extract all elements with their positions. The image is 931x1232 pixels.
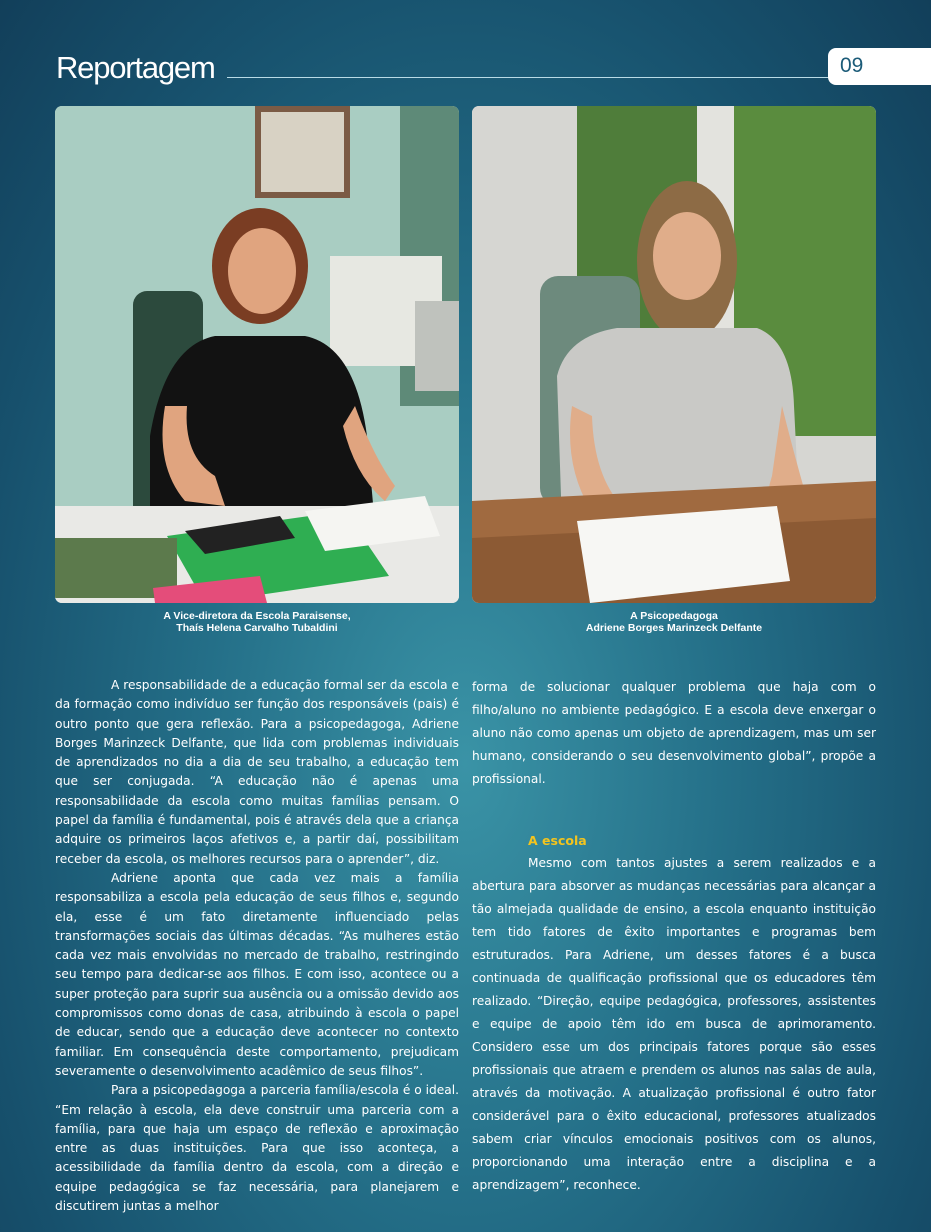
- article-paragraph: Adriene aponta que cada vez mais a família responsabiliza a escola pela educação de seus filhos e, segundo ela, esse é um fato diretamente influenciado pelas transformações sociais das últimas décadas. “As mulheres estão cada vez mais envolvidas no mercado de trabalho, restringindo seu tempo para dedicar-se aos filhos. E com isso, acontece ou a super proteção para suprir sua ausência ou a omissão devido aos compromissos como donas de casa, atribuindo à escola o papel de educar, sendo que a educação deve acontecer no contexto familiar. Em consequência deste comportamento, prejudicam severamente o desenvolvimento acadêmico de seus filhos”.: [55, 870, 459, 1078]
- page-number: 09: [840, 54, 864, 77]
- page-number-tab: [828, 48, 931, 85]
- article-paragraph: A responsabilidade de a educação formal ser da escola e da formação como indivíduo ser função dos responsáveis (pais) é outro ponto que gera reflexão. Para a psicopedagoga, Adriene Borges Marinzeck Delfante, que lida com problemas individuais de aprendizados no dia a dia de seu trabalho, a educação tem que ser conjugada. “A educação não é apenas uma responsabilidade da escola como muitas famílias pensam. O papel da família é fundamental, pois é através dela que a criança adquire os primeiros laços afetivos e, a partir daí, possibilitam receber da escola, os melhores recursos para o aprender”, diz.: [55, 678, 460, 866]
- caption-line: A Psicopedagoga: [630, 610, 718, 622]
- photo-vice-director: [55, 106, 459, 603]
- header-rule: [227, 77, 833, 78]
- article-column-right: [472, 676, 876, 1197]
- section-title: Reportagem: [56, 50, 215, 85]
- caption-line: A Vice-diretora da Escola Paraisense,: [163, 610, 351, 622]
- article-paragraph: Mesmo com tantos ajustes a serem realizados e a abertura para absorver as mudanças necessárias para alcançar a tão almejada qualidade de ensino, a escola enquanto instituição tem tido fatores de êxito importantes e programas bem estruturados. Para Adriene, um desses fatores é a busca continuada de qualificação profissional que os educadores têm realizado. “Direção, equipe pedagógica, professores, assistentes e equipe de apoio têm ido em busca de aprimoramento. Considero esse um dos principais fatores porque são esses profissionais que atraem e prendem os alunos nas salas de aula, através da motivação. A atualização profissional é outro fator considerável para o êxito educacional, professores atualizados sabem criar vínculos emocionais positivos com os alunos, proporcionando uma interação entre a disciplina e a aprendizagem”, reconhece.: [472, 856, 876, 1192]
- photo-caption-psychopedagogue: [472, 610, 876, 634]
- caption-line: Adriene Borges Marinzeck Delfante: [585, 622, 763, 634]
- article-column-left: [55, 676, 459, 1216]
- article-paragraph: forma de solucionar qualquer problema que haja com o filho/aluno no ambiente pedagógico. E a escola deve enxergar o aluno não como apenas um objeto de aprendizagem, mas um ser humano, considerando o seu desenvolvimento global”, propõe a profissional.: [472, 680, 876, 786]
- subheading-a-escola: A escola: [528, 833, 587, 848]
- photo-caption-vice-director: [55, 610, 459, 634]
- article-paragraph: Para a psicopedagoga a parceria família/escola é o ideal. “Em relação à escola, ela deve construir uma parceria com a família, para que haja um espaço de reflexão e aproximação entre as duas instituições. Para que isso aconteça, a acessibilidade da família dentro da escola, com a direção e equipe pedagógica se faz necessária, para planejarem e discutirem juntas a melhor: [55, 1083, 459, 1214]
- photo-psychopedagogue: [472, 106, 876, 603]
- caption-line: Thaís Helena Carvalho Tubaldini: [176, 622, 338, 634]
